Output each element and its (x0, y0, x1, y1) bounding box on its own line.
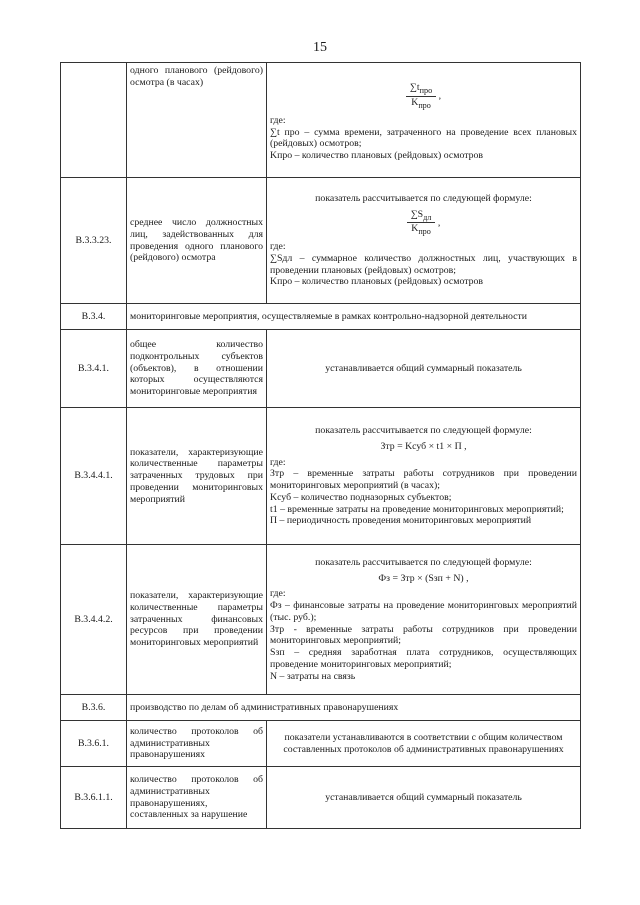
row-code: В.3.4.1. (61, 330, 127, 408)
row-code: В.3.6.1. (61, 721, 127, 767)
where-line: Kпро – количество плановых (рейдовых) осмотров (270, 150, 484, 161)
where-line: N – затраты на связь (270, 670, 356, 682)
where-line: Зтр – временные затраты работы сотрудников при проведении мониторинговых мероприятий (в часах); (270, 468, 577, 491)
table-row (61, 545, 581, 695)
table-row (61, 178, 581, 304)
row-indicator: показатели, характеризующие количественные параметры затраченных трудовых при проведении мониторинговых мероприятий (127, 408, 267, 545)
row-indicator: количество протоколов об административных правонарушениях (127, 721, 267, 767)
table-row (61, 304, 581, 330)
where-label: где: (270, 588, 286, 600)
where-label: где: (270, 456, 286, 468)
row-code: В.3.6. (61, 695, 127, 721)
row-code (61, 63, 127, 178)
where-line: ∑Sдл – суммарное количество должностных лиц, участвующих в проведении плановых (рейдовых) осмотров; (270, 252, 577, 276)
formula: $\frac{\sum t_{про}}{K_{про}}$ , (270, 82, 577, 111)
formula: Зтр = Kсуб × t1 × П , (380, 440, 467, 452)
formula-intro: показатель рассчитывается по следующей формуле: (315, 192, 532, 204)
table-row (61, 63, 581, 178)
where-line: Kпро – количество плановых (рейдовых) осмотров (270, 276, 484, 288)
where-line: Фз – финансовые затраты на проведение мониторинговых мероприятий (тыс. руб.); (270, 600, 577, 623)
indicators-table (60, 62, 581, 829)
table-row (61, 695, 581, 721)
row-code: В.3.6.1.1. (61, 767, 127, 829)
row-code: В.3.3.23. (61, 178, 127, 304)
formula-intro: показатель рассчитывается по следующей формуле: (315, 425, 532, 436)
row-section-title: мониторинговые мероприятия, осуществляемые в рамках контрольно-надзорной деятельности (127, 304, 581, 330)
row-code: В.3.4.4.2. (61, 545, 127, 695)
row-value (267, 63, 581, 178)
where-line: П – периодичность проведения мониторинговых мероприятий (270, 515, 532, 527)
row-value (267, 408, 581, 545)
row-indicator: показатели, характеризующие количественные параметры затраченных финансовых ресурсов при проведении мониторинговых мероприятий (127, 545, 267, 695)
table-row (61, 408, 581, 545)
row-value (267, 178, 581, 304)
page-number: 15 (313, 40, 327, 55)
table-row (61, 330, 581, 408)
row-value: устанавливается общий суммарный показатель (267, 767, 581, 829)
where-line: Kсуб – количество подназорных субъектов; (270, 491, 452, 503)
formula-intro: показатель рассчитывается по следующей формуле: (315, 556, 532, 568)
formula: Фз = Зтр × (Sзп + N) , (378, 572, 469, 584)
row-indicator: количество протоколов об административных правонарушениях, составленных за нарушение (127, 767, 267, 829)
where-line: ∑t про – сумма времени, затраченного на проведение всех плановых (рейдовых) осмотров; (270, 126, 577, 150)
row-value (267, 545, 581, 695)
row-indicator: одного планового (рейдового) осмотра (в часах) (127, 63, 267, 178)
formula: $\frac{\sum S_{дл}}{K_{про}}$ , (270, 209, 577, 238)
row-section-title: производство по делам об административных правонарушениях (127, 695, 581, 721)
where-label: где: (270, 241, 286, 253)
where-line: t1 – временные затраты на проведение мониторинговых мероприятий; (270, 503, 564, 515)
where-label: где: (270, 114, 286, 126)
table-row (61, 721, 581, 767)
row-value: устанавливается общий суммарный показатель (267, 330, 581, 408)
where-line: Зтр - временные затраты работы сотрудников при проведении мониторинговых мероприятий; (270, 623, 577, 647)
row-indicator: среднее число должностных лиц, задействованных для проведения одного планового (рейдового) осмотра (127, 178, 267, 304)
row-indicator: общее количество подконтрольных субъектов (объектов), в отношении которых осуществляются мониторинговые мероприятия (127, 330, 267, 408)
table-row (61, 767, 581, 829)
row-code: В.3.4. (61, 304, 127, 330)
row-code: В.3.4.4.1. (61, 408, 127, 545)
row-value: показатели устанавливаются в соответствии с общим количеством составленных протоколов об административных правонарушениях (267, 721, 581, 767)
where-line: Sзп – средняя заработная плата сотрудников, осуществляющих проведение мониторинговых мероприятий; (270, 647, 577, 670)
